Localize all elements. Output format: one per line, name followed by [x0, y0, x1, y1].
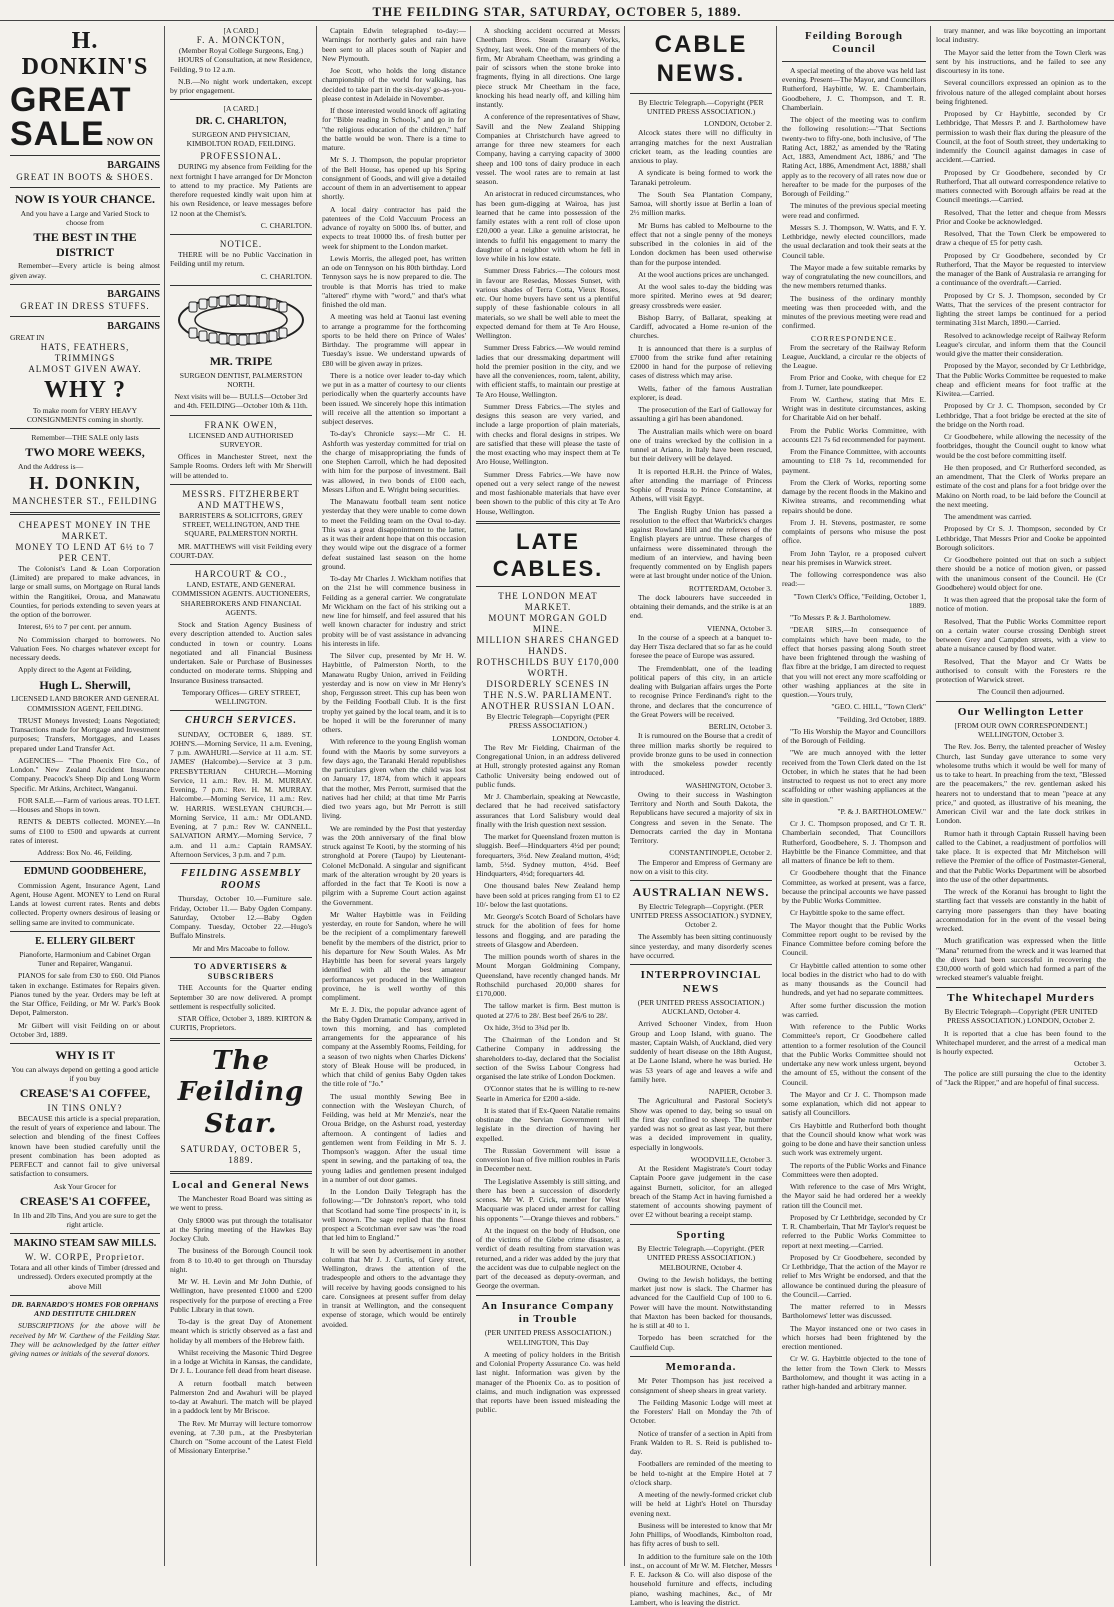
donkin-title: H. DONKIN'S — [21, 28, 149, 81]
text: [A CARD.] — [223, 26, 259, 35]
text: The Agricultural and Pastoral Society's Show was opened to day, being so usual on the first day confined to sheep. The number yarded was not so great as last year, but there was a decided improvement in quality, especially in longwools. — [630, 1096, 772, 1152]
text: MONEY TO LEND AT 6½ to 7 PER CENT. — [15, 542, 155, 563]
text: The Fremdenblatt, one of the leading political papers of this city, in an article dealing with Bulgarian affairs urges the Porte to recognise Prince Ferdinand's right to the throne, and declares that the concurrence of the Great Powers will be received. — [630, 663, 772, 719]
text: It is stated that if Ex-Queen Natalie remains obstinate the Servian Government will legislate in the direction of having her expelled. — [476, 1105, 620, 1143]
text: Mr Gilbert will visit Feilding on or about October 3rd, 1889. — [10, 1020, 160, 1039]
text: The million pounds worth of shares in the Mount Morgan Goldmining Company, Queensland, have recently changed hands. Mr Rothschild purchased 20,000 shares for £170,000. — [476, 952, 620, 999]
text: The reports of the Public Works and Finance Committees were then adopted. — [782, 1160, 926, 1179]
text: Owing to the Jewish holidays, the betting market just now is slack. The Charmer has advanced for the Caulfield Cup of 100 to 6. Power will have the mount. Notwithstanding that Maxton has been backed for thousands, he is still at 40 to 1. — [630, 1274, 772, 1331]
text: "Feilding, 3rd October, 1889. — [836, 714, 926, 724]
text: The following correspondence was also read:— — [782, 570, 926, 589]
text: HARCOURT & CO., — [194, 569, 288, 580]
text: Mr S. J. Thompson, the popular proprietor of the Bell House, has opened up his Spring consignment of Goods, and will give a detailed account of them in an advertisement to appear shortly. — [322, 155, 466, 202]
text: Cr J. C. Thompson proposed, and Cr T. R. Chamberlain seconded, That Councillors Rutherford, Goodbehere, S. J. Thompson and Haybittle be the Finance Committee, and that all matters of finance be left to them. — [782, 819, 926, 866]
text: FEILDING ASSEMBLY ROOMS — [181, 868, 301, 892]
text: Thursday, October 10.—Furniture sale. Friday, October 11.— Baby Ogden Company. Saturday, October 12.—Baby Ogden Company. Tuesday, October 22.—Hugo's Buffalo Minstrels. — [170, 894, 312, 941]
text: He then proposed, and Cr Rutherford seconded, as an amendment, That the Clerk of Works prepare an estimate of the cost and plans for a foot bridge over the Makino on North road, to be laid before the Council at the next meeting. — [936, 462, 1106, 509]
text: Mr and Mrs Macoabe to follow. — [192, 943, 290, 953]
text: Resolved to acknowledge receipt of Railway Reform League's circular, and inform them that the Council would give the matter their consideration. — [936, 330, 1106, 358]
text: To-day is the great Day of Atonement meant which is strictly observed as a fast and holiday by all members of the Hebrew faith. — [170, 1317, 312, 1345]
column-rule — [316, 26, 317, 1566]
text: Summer Dress Fabrics.—We would remind ladies that our dressmaking department will hold the premier position in the city, and we have all the conveniences, room, talent, ability, with efficient staffs, to maintain our prestige at Te Aro House, Wellington. — [476, 343, 620, 399]
text: O'Connor states that he is willing to re-new Searle in America for £200 a-side. — [476, 1084, 620, 1103]
text: Cr W. G. Haybittle objected to the tone of the letter from the Town Clerk to Messrs Bartholomew, and thought it was acting in a rather high-handed and arbitrary manner. — [782, 1354, 926, 1392]
column-6 — [778, 26, 930, 1566]
text: The business of the Borough Council took from 8 to 10.40 to get through on Thursday night. — [170, 1246, 312, 1274]
why-heading: WHY ? — [43, 377, 127, 404]
text: THE BEST IN THE DISTRICT — [33, 230, 137, 259]
text: WOODVILLE, October 3. — [690, 1154, 772, 1164]
text: Memoranda. — [665, 1360, 737, 1373]
text: TWO MORE WEEKS, — [25, 445, 145, 460]
text: The English Rugby Union has passed a resolution to the effect that Warbrick's charges against Rowland Hill and the referees of the English players are untrue. These charges of unfairness were disseminated through the medium of an interview, and having been frequently commented on by English papers were at last brought under notice of the Union. — [630, 506, 772, 581]
text: THE LONDON MEAT MARKET. — [498, 591, 598, 613]
text: From Prior and Cooke, with cheque for £2 from J. Turner, late poundkeeper. — [782, 373, 926, 392]
text: Business will be interested to know that Mr John Phillips, of Woodlands, Kimbolton road, has fifty acres of bush to sell. — [630, 1520, 772, 1549]
text: Stock and Station Agency Business of every description attended to. Auction sales conducted in town or country. Loans negotiated and all Financial Business undertaken. Sale or Purchase of Businesses conducted on moderate terms. Shipping and Insurance Business transacted. — [170, 620, 312, 685]
text: Torpedo has been scratched for the Caulfield Cup. — [630, 1333, 772, 1352]
text: At the inquest on the body of Hudson, one of the victims of the Glebe crime disaster, a verdict of death resulting from starvation was returned, and a rider was added by the jury that the accident was due to culpable neglect on the part of the deceased as deputy-overman, and George the overman. — [476, 1225, 620, 1291]
text: Notice of transfer of a section in Apiti from Frank Walden to R. S. Reid is published to-day. — [630, 1428, 772, 1457]
text: At the wool sales to-day the bidding was more spirited. Merino ewes at 9d dearer; greasy crossbreds were easier. — [630, 282, 772, 310]
text: The Council then adjourned. — [977, 687, 1065, 697]
text: RENTS & DEBTS collected. MONEY.—In sums of £100 to £500 and upwards at current rates of interest. — [10, 817, 160, 845]
text: Offices in Manchester Street, next the Sample Rooms. Orders left with Mr Sherwill will be attended to. — [170, 452, 312, 480]
text: F. A. MONCKTON, — [196, 35, 286, 46]
text: The Russian Government will issue a conversion loan of five million roubles in Paris in December next. — [476, 1145, 620, 1174]
text: THE Accounts for the Quarter ending September 30 are now delivered. A prompt settlement is respectfully solicited. — [170, 983, 312, 1011]
text: With reference to the case of Mrs Wright, the Mayor said he had ordered her a weekly ration till the Council met. — [782, 1182, 926, 1210]
text: Our Wellington Letter — [957, 705, 1085, 718]
text: The Mayor thought that the Public Works Committee report ought to be revised by the Finance Committee before coming before the Council. — [782, 920, 926, 958]
text: Alcock states there will no difficulty in arranging matches for the next Australian cricket team, as the leading counties are anxious to play. — [630, 128, 772, 166]
text: Whilst receiving the Masonic Third Degree in a lodge at Wichita in Kansas, the candidate, Dr J. L. Lourance fell dead from heart disease. — [170, 1347, 312, 1376]
text: It is reported that a clue has been found to the Whitechapel murderer, and the arrest of a medical man is hourly expected. — [936, 1028, 1106, 1057]
text: "Town Clerk's Office, "Feilding, October 1, 1889. — [793, 591, 926, 610]
text: Proposed by the Mayor, seconded by Cr Lethbridge, That the Public Works Committee be requested to make cheap and efficient means for foot traffic at the Kiwitea.—Carried. — [936, 361, 1106, 398]
text: "DEAR SIRS,—In consequence of complaints which have been made, to the effect that horses passing along South street have been frightened through the washing of flax fibre at the bridge, I am directed to request that you will not erect any more scaffolding or other washing appliances at the site in question.—Yours truly, — [782, 625, 926, 700]
text: FOR SALE.—Farm of various areas. TO LET.—Houses and Shops in town. — [10, 795, 160, 815]
text: The amendment was carried. — [944, 512, 1032, 521]
text: MESSRS. FITZHERBERT AND MATTHEWS, — [182, 488, 300, 510]
text: Owing to their success in Washington Territory and North and South Dakota, the Republicans have secured a majority of six in Congress and seven in the Senate. The Democrats carried the day in Montana Territory. — [630, 789, 772, 846]
text: The business of the ordinary monthly meeting was then proceeded with, and the minutes of the previous meeting were read and confirmed. — [782, 293, 926, 331]
text: CREASE'S A1 COFFEE, — [19, 1193, 151, 1208]
text: Arrived Schooner Vindex, from Huon Group and Loop Island, with guano. The master, Captain Walsh, of Auckland, died very suddenly of heart disease on the 18th August, at De Laone Island, where he was buried. He was 53 years of age and leaves a wife and family here. — [630, 1019, 772, 1084]
text: Summer Dress Fabrics.—We have now opened out a very select range of the newest and most fashionable materials that have ever been shown to the public of this city at Te Aro House, Wellington. — [476, 469, 620, 516]
text: [A CARD.] — [223, 104, 259, 114]
text: The dock labourers have succeeded in obtaining their demands, and the strike is at an end. — [630, 592, 772, 621]
text: The Emperor and Empress of Germany are now on a visit to this city. — [630, 857, 772, 876]
text: A local dairy contractor has paid the patentees of the Cold Vaccuum Process an advance of royalty on 5000 lbs. of butter, and expects to treat 10000 lbs. of fresh butter per week for shipment to the London market. — [322, 204, 466, 251]
text: An aristocrat in reduced circumstances, who has been gum-digging at Wairoa, has just learned that he came into possession of the family estates with a rent roll of close upon £20,000 a year. Like a genuine aristocrat, he intends to fulfil his engagement to marry the daughter of a neighbor with whom he fell in love while in his low estate. — [476, 189, 620, 263]
text: CONSTANTINOPLE, October 2. — [669, 848, 772, 858]
text: Mr Walter Haybittle was in Feilding yesterday, en route for Sandon, where he will be the recipient of a complimentary farewell benefit by the members of the district, prior to his departure for New South Wales. As Mr Haybittle has been for several years largely identified with all the best amateur performances yet produced in the Wellington province, he is well worthy of this compliment. — [322, 909, 466, 1002]
paper-title: The Feilding Star. — [177, 1045, 305, 1140]
text: GREAT IN DRESS STUFFS. — [20, 301, 150, 311]
column-rule — [930, 26, 931, 1566]
column-2 — [166, 26, 316, 1566]
column-rule — [470, 26, 471, 1566]
text: THERE will be no Public Vaccination in Feilding until my return. — [170, 250, 312, 269]
text: An Insurance Company in Trouble — [481, 1299, 615, 1325]
text: By Electric Telegraph—Copyright (PER UNITED PRESS ASSOCIATION.) LONDON, October 2. — [944, 1007, 1098, 1026]
text: Proposed by Cr S. J. Thompson, seconded by Cr Lethbridge, That Messrs Prior and Cooke be appointed Borough solicitors. — [936, 524, 1106, 552]
text: Crs Haybittle and Rutherford both thought that the Council should know what work was going to be done and have their sanction unless such work was extremely urgent. — [782, 1120, 926, 1158]
text: It is announced that there is a surplus of £7000 from the strike fund after retaining £2000 in hand for the purpose of relieving cases of distress which may arise. — [630, 343, 772, 381]
text: The Rev Mr Fielding, Chairman of the Congregational Union, in an address delivered at Hull, strongly protested against any Roman Catholic University being endowed out of public funds. — [476, 742, 620, 789]
text: N.B.—No night work undertaken, except by prior engagement. — [170, 76, 312, 96]
text: DR. BARNARDO'S HOMES FOR ORPHANS AND DESTITUTE CHILDREN — [11, 1299, 159, 1319]
text: VIENNA, October 3. — [707, 623, 772, 633]
text: LAND, ESTATE, AND GENERAL COMMISSION AGENTS. AUCTIONEERS, SHAREBROKERS AND FINANCIAL AGENTS. — [172, 580, 310, 617]
text: If those interested would knock off agitating for "Bible reading in Schools," and go in for "the religious education of the children," half the battle would be won. There is a time to mature. — [322, 106, 466, 152]
text: The minutes of the previous special meeting were read and confirmed. — [782, 201, 926, 220]
text: (PER UNITED PRESS ASSOCIATION.) AUCKLAND, October 4. — [637, 997, 765, 1017]
text: A meeting was held at Taonui last evening to arrange a programme for the forthcoming sports to be held there on Prince of Wales' Birthday. The programme will appear in Tuesday's issue. We understand upwards of £80 will be given away in prizes. — [322, 312, 466, 368]
text: DURING my absence from Feilding for the next fortnight I have arranged for Dr Moncton to attend to my practice. My Patients are therefore requested kindly wait upon him at his own Residence, or leave messages before 12 noon at the Chemist's. — [170, 162, 312, 218]
text: Mr Peter Thompson has just received a consignment of sheep shears in great variety. — [630, 1376, 772, 1395]
text: Messrs S. J. Thompson, W. Watts, and F. Y. Lethbridge, newly elected councillors, made the usual declaration and took their seats at the Council table. — [782, 222, 926, 260]
text: INTERPROVINCIAL NEWS — [640, 969, 762, 995]
text: MR. MATTHEWS will visit Feilding every COURT-DAY. — [170, 541, 312, 560]
text: (PER UNITED PRESS ASSOCIATION.) WELLINGTON, This Day — [484, 1328, 612, 1347]
column-rule — [776, 26, 777, 1566]
text: In addition to the furniture sale on the 10th inst., on account of Mr W. M. Fletcher, Messrs F. E. Jackson & Co. will also dispose of the household furniture and effects, including piano, washing machines, &c., of Mr Lambert, who is leaving the district. — [630, 1551, 772, 1607]
text: October 3. — [1073, 1059, 1106, 1069]
text: Mr Burns has cabled to Melbourne to the effect that not a single penny of the moneys subscribed in the colonies in aid of the London dockmen has been used otherwise than for the purpose intended. — [630, 220, 772, 267]
text: To-day's Chronicle says:—Mr C. H. Ashforth was yesterday committed for trial on the charge of misappropriating the funds of one Stephen Carroll, which he had deposited with him for the purpose of investment. Bail was allowed, in two bonds of £100 each, Messrs Lifton and E. Wright being securities. — [322, 429, 466, 494]
text: Proposed by Cr Goodbehere, seconded by Cr Lethbridge, That the action of the Mayor re relief to Mrs Wright be endorsed, and that the allowance be continued during the pleasure of the Council.—Carried. — [782, 1252, 926, 1299]
text: LICENSED LAND BROKER AND GENERAL COMMISSION AGENT, FEILDING. — [11, 694, 159, 713]
text: From W. Carthew, stating that Mrs E. Wright was in destitute circumstances, asking for Charitable Aid on her behalf. — [782, 394, 926, 423]
text: A shocking accident occurred at Messrs Cheetham Bros. Steam Granary Works, Sydney, last week. One of the members of the firm, Mr Abraham Cheetham, was grinding a pair of scissors when the stone broke into fragments, flying in all directions. One large piece struck Mr Cheetham in the face, knocking his head nearly off, and killing him instantly. — [476, 26, 620, 109]
text: Ask Your Grocer for — [53, 1181, 117, 1191]
text: The Mayor made a few suitable remarks by way of congratulating the new councillors, and the new members returned thanks. — [782, 262, 926, 291]
text: (Member Royal College Surgeons, Eng.) — [178, 46, 304, 56]
great-sale-row: GREAT SALE NOW ON — [10, 80, 154, 153]
text: Bishop Barry, of Ballarat, speaking at Cardiff, advocated a Home re-union of the churches. — [630, 312, 772, 341]
text: MAKINO STEAM SAW MILLS. — [13, 1238, 157, 1250]
text: MILLION SHARES CHANGED HANDS. — [476, 635, 620, 657]
text: The tallow market is firm. Best mutton is quoted at 27/6 to 28/. Best beef 26/6 to 28/. — [476, 1001, 620, 1020]
text: SUBSCRIPTIONS for the above will be received by Mr W. Carthew of the Feilding Star. They will be acknowledged by the latter either giving names or initials of the several donors. — [10, 1321, 160, 1359]
text: HOURS of Consultation, at new Residence, Feilding, 9 to 12 a.m. — [170, 55, 312, 74]
text: Footballers are reminded of the meeting to be held to-night at the Empire Hotel at 7 o'clock sharp. — [630, 1459, 772, 1487]
text: Address: Box No. 46, Feilding. — [37, 848, 133, 858]
text: Cr Haybittle spoke to the same effect. — [790, 908, 905, 918]
text: With reference to the Public Works Committee's report, Cr Goodbehere called attention to a former resolution of the Council that the Public Works Committee should not undertake any new work unless urgent, beyond the amount of £5, without the consent of the Council. — [782, 1022, 926, 1087]
text: TRUST Moneys Invested; Loans Negotiated; Transactions made for Mortgage and Investment purposes; Transfers, Mortgages, and Leases prepared under Land Transfer Act. — [10, 715, 160, 753]
column-1 — [6, 26, 164, 1566]
text: Proposed by Cr Lethbridge, seconded by Cr T. R. Chamberlain, That Mr Taylor's request be referred to the Public Works Committee to report at next meeting.—Carried. — [782, 1212, 926, 1250]
text: The Rev. Mr Murray will lecture tomorrow evening, at 7.30 p.m., at the Presbyterian Church on "Some account of the Latest Field of Missionary Enterprise." — [170, 1418, 312, 1456]
text: Cr Haybittle called attention to some other local bodies in the district who had to do with as many thousands as the Council had hundreds, and yet had no separate committees. — [782, 960, 926, 998]
text: From the secretary of the Railway Reform League, Auckland, a circular re the objects of the League. — [782, 342, 926, 371]
text: By Electric Telegraph—Copyright. (PER UNITED PRESS ASSOCIATION.) SYDNEY, October 2. — [630, 901, 772, 930]
text: IN TINS ONLY? — [47, 1102, 123, 1113]
text: A meeting of the newly-formed cricket club will be held at Light's Hotel on Thursday evening next. — [630, 1490, 772, 1518]
text: MOUNT MORGAN GOLD MINE. — [488, 613, 608, 635]
text: MANCHESTER ST., FEILDING — [12, 496, 158, 507]
text: Several councillors expressed an opinion as to the frivolous nature of the alleged complaint about horses being frightened. — [936, 78, 1106, 106]
text: Proposed by Cr Goodbehere, seconded by Cr Rutherford, That all outward correspondence relative to matters connected with Borough affairs be read at the Council meetings.—Carried. — [936, 167, 1106, 205]
text: "To Messrs P. & J. Bartholomew. — [790, 613, 891, 623]
text: From John Taylor, re a proposed culvert near his premises in Warwick street. — [782, 548, 926, 567]
text: Joe Scott, who holds the long distance championship of the world for walking, has decided to take part in the six-days' go-as-you-please contest in Adelaide in November. — [322, 66, 466, 103]
text: [FROM OUR OWN CORRESPONDENT.] WELLINGTON, October 3. — [954, 720, 1088, 740]
text: The object of the meeting was to confirm the following resolution:—"That Sections twenty-two to fifty-one, both inclusive, of 'The Rating Act, 1882,' as amended by the 'Rating Act, 1883, Amendment Act, 1886,' and 'The Rating Act, 1886, Amendment Act, 1888,' shall apply as to the recovery of all rates now due or hereafter to be made for the purposes of the Borough of Feilding." — [782, 115, 926, 199]
text: Remember—THE SALE only lasts — [31, 433, 139, 443]
text: Temporary Offices— GREY STREET, WELLINGTON. — [181, 687, 301, 707]
text: trary manner, and was like boycotting an important local industry. — [936, 26, 1106, 45]
text: AGENCIES— "The Phoenix Fire Co., of London." New Zealand Accident Insurance Company. Peacock's Sheep Dip and Long Worm Specific. Mr Atkins, Architect, Wanganui. — [10, 755, 160, 793]
text: GREAT IN BOOTS & SHOES. — [16, 171, 154, 182]
text: The Manawatu football team sent notice yesterday that they were unable to come down to meet the Feilding team on the Oval to-day. This was a great disappointment to the latter, as it was their ardent hope that on this occasion they would wipe out the disgrace of a former defeat sustained last season on the home ground. — [322, 497, 466, 571]
text: From J. H. Stevens, postmaster, re some complaints of persons who misuse the post office. — [782, 517, 926, 546]
text: Local and General News — [172, 1178, 310, 1191]
text: SURGEON AND PHYSICIAN, KIMBOLTON ROAD, FEILDING. — [186, 129, 296, 149]
column-rule — [624, 26, 625, 1566]
text: CHEAPEST MONEY IN THE MARKET. — [18, 520, 152, 542]
text: DISORDERLY SCENES IN THE N.S.W. PARLIAMENT. — [483, 679, 613, 701]
text: In the London Daily Telegraph has the following:—"Dr Johnston's report, who told that Scotland had some 'fine prospects' in it, is well known. The sage replied that the finest prospect a Scotchman ever saw was 'the road that led him to England.'" — [322, 1187, 466, 1243]
text: LONDON, October 4. — [552, 733, 620, 743]
text: The Silver cup, presented by Mr H. W. Haybittle, of Palmerston North, to the Manawatu Rugby Union, arrived in Feilding yesterday and is now on view in Mr Henry's shop, Fergusson street. This cup has been won by the Feilding Football Club. It is the first trophy yet gained by the local team, and it is to be hoped it will be the forerunner of many others. — [322, 651, 466, 734]
text: LONDON, October 2. — [704, 119, 772, 129]
column-4 — [472, 26, 624, 1566]
text: To-day Mr Charles J. Wickham notifies that on the 21st he will commence business in Feilding as a general carrier. We congratulate Mr Wickham on the fact of his striking out a new line for himself, and feel assured that his well known character for industry and strict probity will be of vast assistance in advancing his interests in life. — [322, 574, 466, 648]
text: After some further discussion the motion was carried. — [782, 1000, 926, 1019]
text: Hugh L. Sherwill, — [39, 677, 131, 692]
text: "P. & J. BARTHOLOMEW." — [837, 806, 926, 816]
text: Proposed by Cr Goodbehere, seconded by Cr Rutherford, That the Mayor be requested to interview the manager of the Bank of Australasia re arranging for a continuance of the overdraft.—Carried. — [936, 250, 1106, 288]
text: Interest, 6½ to 7 per cent. per annum. — [18, 622, 132, 632]
text: The Chairman of the London and St Catherine Company in addressing the shareholders to-day, declared that the Socialist section of the Swiss Labour Congress had organised the late strike of London Dockmen. — [476, 1035, 620, 1082]
text: NAPIER, October 3. — [708, 1087, 772, 1097]
text: Cr Goodbehere pointed out that on such a subject there should be a notice of motion given, or passed with the unanimous consent of the Council. He (Cr Goodbehere) would object for one. — [936, 555, 1106, 592]
text: WASHINGTON, October 3. — [685, 780, 772, 790]
text: Pianoforte, Harmonium and Cabinet Organ Tuner and Repairer, Wanganui. — [19, 949, 151, 969]
text: A special meeting of the above was held last evening. Present—The Mayor, and Councillors Rutherford, Haybittle, W. E. Chamberlain, Goodbehere, J. C. Thompson, and T. R. Chamberlain. — [782, 65, 926, 112]
text: Cr Goodbehere thought that the Finance Committee, as worked at present, was a farce, because the principal accounts we have passed by the Public Works Committee. — [782, 868, 926, 906]
text: It will be seen by advertisement in another column that Mr J. J. Curtis, of Grey street, Wellington, draws the attention of the tradespeople and others to the advantage they will receive by having goods consigned to his care. Consignees at present suffer from delay in transit at Wellington, and the consequent expense of storage, which would be entirely avoided. — [322, 1245, 466, 1329]
text: ALMOST GIVEN AWAY. — [28, 364, 142, 375]
text: The police are still pursuing the clue to the identity of "Jack the Ripper," and are hopeful of final success. — [936, 1068, 1106, 1087]
text: C. CHARLTON. — [260, 220, 312, 230]
text: The market for Queensland frozen mutton is sluggish. Beef—Hindquarters 4½d per pound; forequarters, 3½d. New Zealand mutton, 4½d; lamb, 5½d. Sydney mutton, 4½d. Beef Hindquarters, 4½d; forequarters 4d. — [476, 832, 620, 879]
text: At the Resident Magistrate's Court today Captain Poore gave judgement in the case against Burnett, solicitor, for an alleged breach of the Stamp Act in having furnished a statement of accounts showing payment of over £2 without bearing a receipt stamp. — [630, 1164, 772, 1220]
text: Rumor hath it through Captain Russell having been called to the Cabinet, a readjustment of portfolios will take place. It is expected that Mr Mitchelson will relieve the Premier of the office of Postmaster-General, and that the Public Works Department will be absorbed into the use of the other departments. — [936, 828, 1106, 884]
text: And the Address is— — [18, 462, 84, 472]
text: From the Clerk of Works, reporting some damage by the recent floods in the Makino and Kiwitea streams, and recommending what repairs should be done. — [782, 477, 926, 515]
text: Proposed by Cr J. C. Thompson, seconded by Cr Lethbridge, That a foot bridge be erected at the site of the bridge on the North road. — [936, 401, 1106, 429]
text: From the Public Works Committee, with accounts £21 7s 6d recommended for payment. — [782, 425, 926, 444]
denture-illustration — [170, 290, 312, 350]
text: "To His Worship the Mayor and Councillors of the Borough of Feilding. — [782, 726, 926, 746]
text: The Mayor instanced one or two cases in which horses had been frightened by the erection mentioned. — [782, 1323, 926, 1352]
text: The wreck of the Koranui has brought to light the startling fact that vessels are constantly in the habit of carrying more passengers than they have boating accommodation for in the event of the vessel being wrecked. — [936, 887, 1106, 934]
text: GREAT IN — [10, 333, 45, 343]
text: BECAUSE this article is a special preparation, the result of years of experience and labour. The selection and blending of the finest Coffees known have been studied carefully until the present combination has been adopted as PERFECT and cannot fail to give universal satisfaction to consumers. — [10, 1113, 160, 1179]
text: TO ADVERTISERS & SUBSCRIBERS — [193, 961, 289, 981]
text: STAR Office, October 3, 1889. KIRTON & CURTIS, Proprietors. — [170, 1014, 312, 1033]
text: Only £8000 was put through the totalisator at the Spring meeting of the Hawkes Bay Jockey Club. — [170, 1215, 312, 1244]
text: Summer Dress Fabrics.—The colours most in favour are Resedas, Mosses Sunset, with various shades of Terra Cotta, Vieux Roses, etc. Our home buyers have sent us a plentiful supply of these fashionable colours in all materials, so we shall be well able to meet the expected demand for them at Te Aro House, Wellington. — [476, 266, 620, 340]
text: A meeting of policy holders in the British and Colonial Property Assurance Co. was held last night. Information was given by the manager of the Phoenix Co. as to position of claims, and much indignation was expressed that reports have been issued misleading the public. — [476, 1349, 620, 1415]
text: Totara and all other kinds of Timber (dressed and undressed). Orders executed promptly at the above Mill — [10, 1263, 160, 1291]
text: CHURCH SERVICES. — [185, 715, 297, 727]
text: By Electric Telegraph—Copyright (PER PRESS ASSOCIATION.) — [486, 712, 610, 731]
text: The Assembly has been sitting continuously since yesterday, and many disorderly scenes have occurred. — [630, 932, 772, 960]
text: You can always depend on getting a good article if you buy — [11, 1064, 159, 1084]
text: Captain Edwin telegraphed to-day:—Warnings for northerly gales and rain have been sent to all places south of Napier and New Plymouth. — [322, 26, 466, 63]
text: The Feilding Masonic Lodge will meet at the Foresters' Hall on Monday the 7th of October. — [630, 1397, 772, 1426]
text: Mr. George's Scotch Board of Scholars have struck for the abolition of fees for home lessons and flogging, and are parading the streets of Glasgow and Aberdeen. — [476, 912, 620, 949]
text: The matter referred to in Messrs Bartholomews' letter was discussed. — [782, 1302, 926, 1321]
text: HATS, FEATHERS, TRIMMINGS — [40, 342, 130, 364]
text: ANOTHER RUSSIAN LOAN. — [480, 701, 616, 712]
text: Resolved, That the Public Works Committee report on a certain water course crossing Denbigh street between Grey and Campden streets, with a view to abate a nuisance caused by flood water. — [936, 616, 1106, 654]
text: CORRESPONDENCE. — [810, 333, 898, 343]
text: The Manchester Road Board was sitting as we went to press. — [170, 1194, 312, 1213]
text: Remember—Every article is being almost given away. — [10, 261, 160, 280]
text: Proposed by Cr Haybittle, seconded by Cr Lethbridge, That Messrs P. and J. Bartholomew have permission to wash their flax during the pleasure of the Council, at the foot of South street, they undertaking to indemnify the Council against damages in case of accident.—Carried. — [936, 109, 1106, 165]
text: E. ELLERY GILBERT — [35, 935, 135, 947]
text: Commission Agent, Insurance Agent, Land Agent, House Agent. MONEY to Lend on Rural Lands at lowest current rates. Rents and debts collected. Property owners desirous of leasing or selling same are invited to communicate. — [10, 880, 160, 927]
text: Cr Goodbehere, while allowing the necessity of the footbridges, thought the Council ought to know what would be the cost before committing itself. — [936, 432, 1106, 460]
text: Resolved, That the Town Clerk be empowered to draw a cheque of £5 for petty cash. — [936, 229, 1106, 248]
text: The Colonist's Land & Loan Corporation (Limited) are prepared to make advances, in large or small sums, on Mortgage on Rural lands within the Rangitikei, Oroua, and Manawatu Counties, for periods extending to seven years at the option of the borrower. — [10, 563, 160, 620]
text: The Mayor said the letter from the Town Clerk was sent by his instructions, and he failed to see any discourtesy in its tone. — [936, 47, 1106, 75]
text: Resolved, That the Mayor and Cr Watts be authorised to consult with the Foresters re the protection of Warwick street. — [936, 656, 1106, 684]
text: Mr E. J. Dix, the popular advance agent of the Baby Ogden Dramatic Company, arrived in town this morning, and has completed arrangements for the appearance of his company at the Assembly Rooms, Feilding, for a season of two nights when Charles Dickens' story of Bleak House will be produced, in which that child of genius Baby Ogden takes the title role of "Jo." — [322, 1005, 466, 1089]
text: By Electric Telegraph.—Copyright. (PER UNITED PRESS ASSOCIATION.) MELBOURNE, October 4. — [637, 1244, 765, 1272]
text: ROTTERDAM, October 3. — [688, 583, 772, 593]
text: ROTHSCHILDS BUY £170,000 WORTH. — [476, 657, 620, 679]
text: AUSTRALIAN NEWS. — [632, 885, 770, 900]
text: No Commission charged to borrowers. No Valuation Fees. No charges whatever except for necessary deeds. — [10, 634, 160, 663]
text: SATURDAY, OCTOBER 5, 1889. — [180, 1143, 302, 1165]
text: W. W. CORPE, Proprietor. — [25, 1252, 145, 1263]
text: It is rumoured on the Bourse that a credit of three million marks shortly be required to provide bronze guns to be used in connection with the smokeless powder recently introduced. — [630, 731, 772, 778]
text: From the Finance Committee, with accounts amounting to £18 7s 1d, recommended for payment. — [782, 447, 926, 475]
text: There is a notice over leader to-day which we put in as a matter of courtesy to our clients periodically when the quarterly accounts have been issued. We sincerely hope this intimation will receive all the attention so important a subject deserves. — [322, 370, 466, 426]
text: Next visits will be— BULLS—October 3rd and 4th. FEILDING—October 10th & 11th. — [174, 392, 308, 411]
text: Wells, father of the famous Australian explorer, is dead. — [630, 383, 772, 402]
text: Feilding Borough Council — [804, 30, 903, 56]
text: The South Sea Plantation Company, Samoa, will shortly issue at Berlin a loan of 2½ million marks. — [630, 189, 772, 218]
late-cables-heading: LATE CABLES. — [492, 528, 604, 581]
text: "We are much annoyed with the letter received from the Town Clerk dated on the 1st October, in which he states that he had been instructed to request us not to erect any more scaffolding or other washing appliances at the site in question." — [782, 748, 926, 804]
text: The usual monthly Sewing Bee in connection with the Wesleyan Church, of Feilding, was held at Mr Menzie's, near the Oroua Bridge, on the Ashurst road, yesterday afternoon. A contingent of ladies and gentlemen went from Feilding in Mr S. J. Thompson's waggon. After the usual time spent in sewing, and the partaking of tea, the young ladies and gentlemen present indulged in a number of out door games. — [322, 1091, 466, 1184]
text: The Mayor and Cr J. C. Thompson made some explanation, which did not appear to satisfy all Councillors. — [782, 1089, 926, 1118]
text: With reference to the young English woman found with the Maoris by some surveyors a few days ago, the Taranaki Herald republishes the particulars given when the child was lost on January 17, 1874, from which it appears that the mother, Mrs Perrott, surmised that the natives had her child; at that time Mr Parris died two years ago, but Mr Perrott is still living. — [322, 737, 466, 821]
column-5 — [626, 26, 776, 1607]
text: EDMUND GOODBEHERE, — [23, 866, 147, 878]
text: PROFESSIONAL. — [200, 151, 282, 162]
text: We are reminded by the Post that yesterday was the 20th anniversary of the final blow struck against Te Kooti, by the storming of his stronghold at Porere (Taupo) by Lieutenant-Colonel McDonald. A singular and significant mark of the alteration wrought by 20 years is afforded in the fact that Te Kooti is now a pilgrim with a Supreme Court action against the Government. — [322, 823, 466, 907]
text: SUNDAY, OCTOBER 6, 1889. ST. JOHN'S.—Morning Service, 11 a.m. Evening, 7 p.m. AWAHURI.—Service at 11 a.m. ST. JAMES' (Halcombe).—Service at 3 p.m. PRESBYTERIAN CHURCH.—Morning Service, 11 a.m.: Rev. H. M. MURRAY. Evening, 7 p.m.: Rev. H. M. MURRAY. Halcombe.—Morning Service, 11 a.m.: Rev. W. HARRIS. WESLEYAN CHURCH.—Morning Service, 11 a.m.: Mr ODLAND. Evening, at 7 p.m.: Rev W. CANNELL. SALVATION ARMY.—Morning Service, 7 a.m. and 11 a.m.: Captain RAMSAY. Afternoon Services, 3 p.m. and 7 p.m. — [170, 729, 312, 859]
text: MR. TRIPE — [209, 354, 273, 369]
text: SURGEON DENTIST, PALMERSTON NORTH. — [179, 370, 303, 389]
text: NOTICE. — [219, 239, 263, 250]
text: Lewis Morris, the alleged poet, has written an ode on Tennyson on his 80th birthday. Lord Tennyson says he is now prepared to die. The trouble is that Morris has tried to make "altered" rhyme with "word," and that's what finished the old man. — [322, 253, 466, 309]
text: CREASE'S A1 COFFEE, — [19, 1086, 151, 1101]
text: The prosecution of the Earl of Galloway for assaulting a girl has been abandoned. — [630, 405, 772, 424]
text: "GEO. C. HILL, "Town Clerk" — [831, 702, 926, 712]
text: PIANOS for sale from £30 to £60. Old Pianos taken in exchange. Estimates for Repairs given. Pianos tuned by the year. Orders may be left at the Star Office, Feilding, or Mr W. Park's Book Depot, Palmerston. — [10, 971, 160, 1018]
text: Sporting — [676, 1228, 726, 1241]
text: A return football match between Palmerston 2nd and Awahuri will be played to-day at Awahuri. The match will be played in a paddock lent by Mr Briscoe. — [170, 1378, 312, 1416]
text: The Whitechapel Murders — [947, 991, 1095, 1004]
text: One thousand bales New Zealand hemp have been sold at prices ranging from £1 to £2 10/- below the last quotations. — [476, 881, 620, 909]
text: A conference of the representatives of Shaw, Savill and the New Zealand Shipping Companies at Christchurch have agreed to arrange for three new steamers for each Company, having a carrying capacity of 3000 sheep and 100 tons of dairy produce in each vessel. The wool rates are to remain at last season. — [476, 112, 620, 186]
text: Resolved, That the letter and cheque from Messrs Prior and Cooke be acknowledged. — [936, 207, 1106, 226]
donkin-name: H. DONKIN, — [29, 473, 141, 494]
column-7 — [932, 26, 1110, 1566]
text: Mr J. Chamberlain, speaking at Newcastle, declared that he had received satisfactory assurances that Lord Salisbury would deal finally with the Irish question next session. — [476, 792, 620, 829]
text: The Rev. Jos. Berry, the talented preacher of Wesley Church, last Sunday gave utterance to some very wholesome truths which it would be well for many of us to take to heart. In preaching from the text, "Blessed are the peacemakers," the rev. gentleman asked his hearers not to understand that to mean "peace at any price," and quoted, as illustrative of his meaning, the American Civil war and the late dock strikes in London. — [936, 742, 1106, 826]
bargains: BARGAINS — [107, 320, 160, 332]
column-3 — [318, 26, 470, 1566]
text: BERLIN, October 3. — [708, 722, 772, 732]
text: Ox hide, 3½d to 3¾d per lb. — [484, 1022, 570, 1032]
bargains: BARGAINS — [107, 159, 160, 171]
masthead: THE FEILDING STAR, SATURDAY, OCTOBER 5, 1889. — [0, 4, 1114, 21]
text: It was then agreed that the proposal take the form of notice of motion. — [936, 595, 1106, 614]
text: WHY IS IT — [55, 1048, 115, 1063]
text: It is reported H.R.H. the Prince of Wales, after attending the marriage of Princess Sophie of Prussia to Prince Constantine, at Athens, will visit Egypt. — [630, 466, 772, 504]
text: Summer Dress Fabrics.—The styles and designs this season are very varied, and include a large proportion of plain materials, with checks and floral designs in stripes. We are satisfied that these will please the taste of the most exacting who may inspect them at Te Aro House, Wellington. — [476, 401, 620, 467]
text: Proposed by Cr S. J. Thompson, seconded by Cr Watts, That the services of the present contractor for lighting the street lamps be continued for a period terminating 31st March, 1890.—Carried. — [936, 290, 1106, 328]
text: To make room for VERY HEAVY CONSIGNMENTS coming in shortly. — [26, 405, 144, 424]
cable-news-heading: CABLE NEWS. — [654, 31, 748, 88]
text: The Australian mails which were on board one of trains wrecked by the collision in a tunnel at Ariano, in Italy have been rescued, but their delivery will be delayed. — [630, 426, 772, 464]
column-rule — [164, 26, 165, 1566]
text: Much gratification was expressed when the little "Mana" returned from the wreck and it was learned that the divers had been successful in recovering the £30,000 worth of gold which had formed a part of the wrecked steamer's valuable freight. — [936, 936, 1106, 983]
text: FRANK OWEN, — [204, 419, 278, 430]
text: Mr W. H. Levin and Mr John Duthie, of Wellington, have presented £1000 and £200 respectively for the purpose of erecting a Free Public Library in that town. — [170, 1277, 312, 1314]
text: C. CHARLTON. — [260, 271, 312, 281]
text: Apply direct to the Agent at Feilding, — [18, 665, 132, 675]
text: DR. C. CHARLTON, — [195, 115, 287, 127]
text: By Electric Telegraph.—Copyright (PER UNITED PRESS ASSOCIATION.) — [638, 97, 764, 116]
text: And you have a Large and Varied Stock to choose from — [20, 208, 150, 227]
text: A syndicate is being formed to work the Taranaki petroleum. — [630, 168, 772, 187]
text: The Legislative Assembly is still sitting, and there has been a succession of disorderly scenes. Mr W. P. Crick, member for West Macquarie was placed under arrest for calling his opponents "—Orange thieves and robbers." — [476, 1176, 620, 1223]
bargains: BARGAINS — [107, 288, 160, 300]
text: In 1lb and 2lb Tins, And you are sure to get the right article. — [13, 1210, 157, 1229]
text: NOW IS YOUR CHANCE. — [14, 191, 155, 206]
text: In the course of a speech at a banquet to-day Herr Tisza declared that so far as he could foresee the peace of Europe was assured. — [630, 632, 772, 661]
text: LICENSED AND AUTHORISED SURVEYOR. — [188, 430, 294, 449]
text: BARRISTERS & SOLICITORS, GREY STREET, WELLINGTON, AND THE SQUARE, PALMERSTON NORTH. — [179, 510, 303, 539]
text: At the wool auctions prices are unchanged. — [638, 269, 769, 279]
